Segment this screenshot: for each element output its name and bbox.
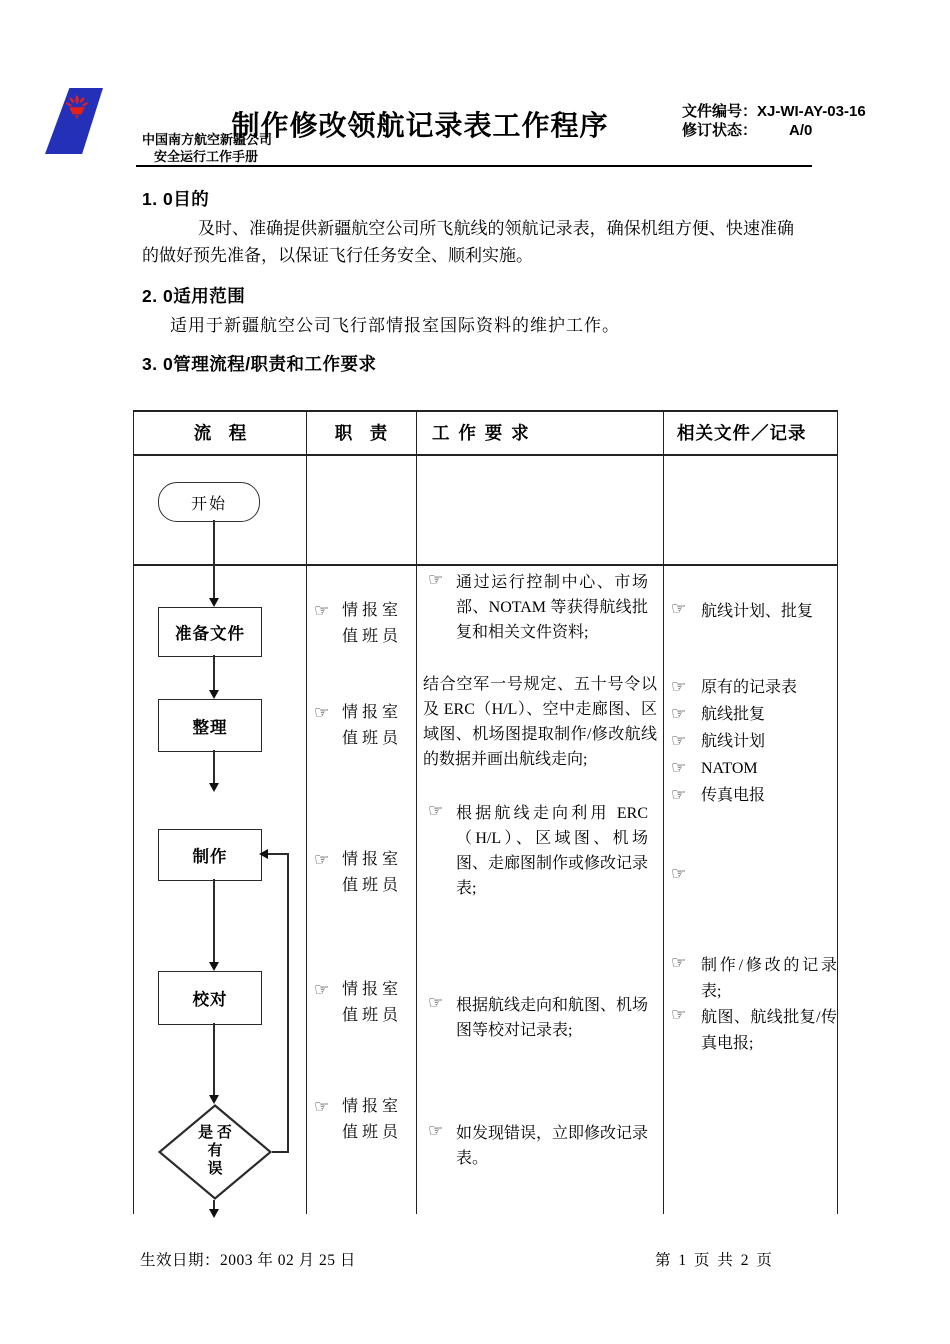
section-3-heading: 3. 0管理流程/职责和工作要求 [142, 354, 377, 374]
flow-step-proofread [158, 971, 262, 1025]
related-doc-item [671, 953, 837, 1005]
revision-line [682, 121, 866, 140]
duty-line-1: 情报室 [342, 851, 403, 868]
duty-line-2: 值班员 [342, 1124, 403, 1141]
hand-bullet-icon: ☞ [671, 677, 687, 697]
requirement-item-3 [428, 993, 648, 1043]
col-header-process: 流 程 [193, 423, 247, 443]
section-2-heading: 2. 0适用范围 [142, 286, 246, 306]
flow-decision-label [158, 1124, 272, 1178]
flow-decision-node [158, 1104, 272, 1200]
flow-connector-5 [213, 1023, 215, 1096]
requirement-paragraph: 结合空军一号规定、五十号令以及 ERC（H/L）、空中走廊图、区域图、机场图提取制作/修改航线的数据并画出航线走向; [423, 676, 657, 768]
duty-entry-2 [314, 700, 402, 752]
duty-line-1: 情报室 [342, 602, 403, 619]
flow-connector-3 [213, 750, 215, 784]
revision-value: A/0 [789, 122, 813, 139]
doc-meta-block [682, 102, 866, 140]
hand-bullet-icon: ☞ [671, 704, 687, 724]
section-2-body: 适用于新疆航空公司飞行部情报室国际资料的维护工作。 [170, 316, 620, 335]
related-doc-text: 制作/修改的记录表; [701, 957, 837, 1000]
related-doc-text: 原有的记录表 [701, 679, 798, 696]
doc-number-line [682, 102, 866, 121]
column-divider-1 [306, 412, 307, 1214]
effective-date: 生效日期：2003 年 02 月 25 日 [140, 1252, 356, 1269]
hand-bullet-icon: ☞ [671, 864, 687, 884]
related-doc-text: 航线计划 [701, 733, 766, 750]
flow-start-label: 开始 [190, 495, 227, 513]
related-doc-empty-bullet [671, 864, 691, 884]
procedure-table [133, 410, 838, 1214]
flow-step-produce-label: 制作 [192, 848, 228, 866]
decision-line-3: 误 [207, 1161, 223, 1177]
related-doc-text: 传真电报 [701, 787, 766, 804]
flow-connector-1 [213, 520, 215, 599]
related-doc-text: 航线计划、批复 [701, 603, 814, 620]
related-doc-text: 航图、航线批复/传真电报; [701, 1009, 837, 1052]
doc-number-label: 文件编号： [682, 103, 758, 120]
col-header-related: 相关文件／记录 [677, 423, 807, 443]
hand-bullet-icon: ☞ [428, 570, 444, 590]
duty-line-1: 情报室 [342, 1098, 403, 1115]
feedback-line-top [267, 853, 288, 855]
hand-bullet-icon: ☞ [671, 785, 687, 805]
duty-text [342, 700, 402, 752]
column-divider-2 [416, 412, 417, 1214]
flow-connector-2 [213, 655, 215, 691]
arrow-down-icon [209, 598, 219, 607]
related-doc-list [671, 674, 797, 809]
duty-entry-1 [314, 598, 402, 650]
hand-bullet-icon: ☞ [671, 731, 687, 751]
decision-line-1: 是 否 [198, 1125, 232, 1141]
hand-bullet-icon: ☞ [314, 980, 330, 1000]
arrow-left-icon [259, 849, 268, 859]
related-doc-item [671, 782, 797, 809]
row-divider [134, 564, 837, 566]
section-1-heading: 1. 0目的 [142, 189, 210, 209]
hand-bullet-icon: ☞ [428, 1121, 444, 1141]
related-doc-item [671, 755, 797, 782]
col-header-duty: 职 责 [334, 423, 388, 443]
related-doc-text: NATOM [701, 760, 758, 777]
duty-line-2: 值班员 [342, 877, 403, 894]
revision-label: 修订状态： [682, 122, 758, 139]
related-doc-item [671, 728, 797, 755]
company-name: 中国南方航空新疆公司 [142, 132, 273, 147]
duty-text [342, 847, 402, 899]
requirement-item-1 [428, 570, 648, 645]
requirement-item-2 [428, 801, 648, 901]
arrow-down-icon [209, 962, 219, 971]
airline-logo [45, 88, 103, 154]
hand-bullet-icon: ☞ [671, 599, 687, 619]
related-doc-item [671, 1005, 837, 1057]
page-title: 制作修改领航记录表工作程序 [231, 110, 609, 141]
section-1-body: 及时、准确提供新疆航空公司所飞航线的领航记录表，确保机组方便、快速准确的做好预先准备，以保证飞行任务安全、顺利实施。 [142, 219, 794, 265]
header-divider [136, 165, 812, 167]
flow-start-node [158, 482, 260, 522]
duty-line-1: 情报室 [342, 981, 403, 998]
hand-bullet-icon: ☞ [428, 993, 444, 1013]
flow-step-organize-label: 整理 [192, 718, 228, 737]
feedback-line-vertical [287, 853, 289, 1153]
hand-bullet-icon: ☞ [671, 953, 687, 973]
duty-text [342, 977, 402, 1029]
hand-bullet-icon: ☞ [671, 1005, 687, 1025]
arrow-down-icon [209, 690, 219, 699]
requirement-text: 根据航线走向利用 ERC（H/L）、区域图、机场图、走廊图制作或修改记录表; [456, 805, 649, 897]
duty-entry-5 [314, 1094, 402, 1146]
duty-line-2: 值班员 [342, 628, 403, 645]
flow-step-organize [158, 699, 262, 752]
column-divider-3 [663, 412, 664, 1214]
requirement-item-4 [428, 1121, 648, 1171]
requirement-text: 通过运行控制中心、市场部、NOTAM 等获得航线批复和相关文件资料; [456, 574, 648, 641]
header-row-divider [134, 454, 837, 456]
duty-line-1: 情报室 [342, 704, 403, 721]
related-doc-item [671, 599, 837, 625]
related-doc-text: 航线批复 [701, 706, 766, 723]
decision-line-2: 有 [207, 1143, 223, 1159]
duty-line-2: 值班员 [342, 730, 403, 747]
requirement-text: 根据航线走向和航图、机场图等校对记录表; [456, 997, 649, 1039]
duty-text [342, 1094, 402, 1146]
hand-bullet-icon: ☞ [671, 758, 687, 778]
duty-line-2: 值班员 [342, 1007, 403, 1024]
hand-bullet-icon: ☞ [314, 850, 330, 870]
flow-step-produce [158, 829, 262, 881]
flow-step-prepare-label: 准备文件 [175, 625, 245, 643]
hand-bullet-icon: ☞ [428, 801, 444, 821]
kapok-flower-icon [62, 94, 92, 120]
arrow-down-icon [209, 1095, 219, 1104]
page-number: 第 1 页 共 2 页 [655, 1252, 774, 1269]
related-doc-item [671, 701, 797, 728]
duty-text [342, 598, 402, 650]
col-header-requirements: 工 作 要 求 [432, 423, 531, 443]
arrow-down-icon [209, 1209, 219, 1218]
duty-entry-4 [314, 977, 402, 1029]
flow-step-proofread-label: 校对 [192, 991, 228, 1009]
flow-connector-4 [213, 879, 215, 963]
duty-entry-3 [314, 847, 402, 899]
requirement-text: 如发现错误，立即修改记录表。 [456, 1125, 649, 1167]
hand-bullet-icon: ☞ [314, 703, 330, 723]
manual-name: 安全运行工作手册 [154, 149, 259, 164]
related-doc-item [671, 674, 797, 701]
flow-step-prepare [158, 607, 262, 657]
hand-bullet-icon: ☞ [314, 601, 330, 621]
hand-bullet-icon: ☞ [314, 1097, 330, 1117]
doc-number-value: XJ-WI-AY-03-16 [757, 103, 866, 120]
arrow-down-icon [209, 783, 219, 792]
